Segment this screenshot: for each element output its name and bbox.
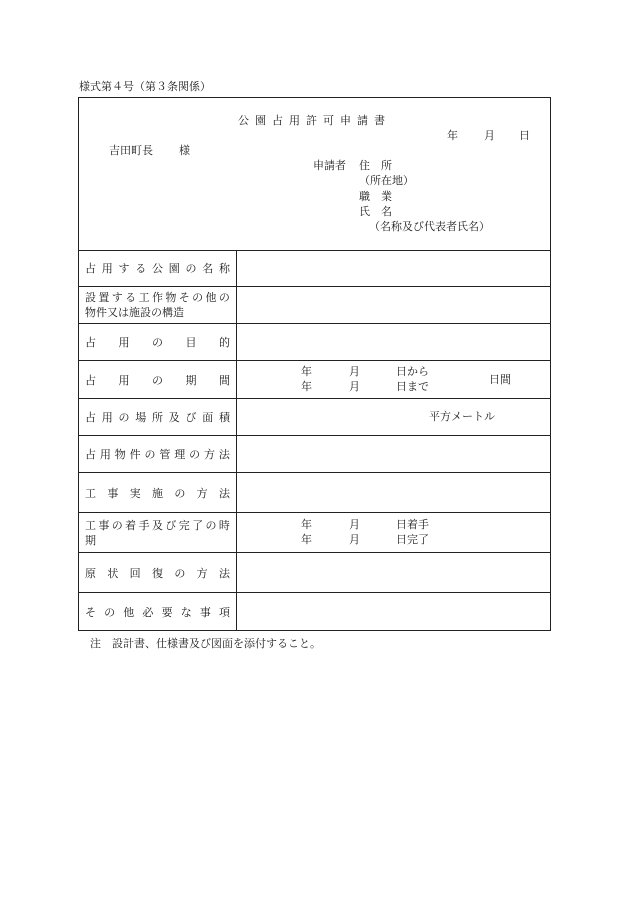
label-char: 園	[168, 262, 180, 275]
row-label-line1	[85, 518, 230, 533]
row-label-cell	[79, 513, 237, 552]
row-label-cell	[79, 361, 237, 398]
label-char: 着	[125, 518, 137, 532]
label-char: な	[180, 605, 192, 619]
label-char: 回	[129, 566, 141, 580]
row-label-cell	[79, 324, 237, 360]
label-char: 状	[107, 566, 119, 580]
row-label	[85, 518, 230, 548]
label-char: 了	[192, 518, 204, 532]
row-structure	[79, 287, 550, 324]
address-sub-label: （所在地）	[359, 174, 414, 187]
label-char: 要	[161, 605, 173, 619]
label-char: 作	[151, 291, 163, 304]
address-label: 住 所	[359, 159, 392, 172]
label-char: び	[165, 518, 177, 532]
label-char: 法	[218, 448, 230, 461]
label-char: 法	[218, 566, 230, 580]
label-char: そ	[178, 291, 190, 304]
label-char: 復	[151, 566, 163, 580]
row-label	[85, 565, 230, 581]
label-char: 方	[204, 448, 215, 461]
label-char: 工	[85, 486, 96, 500]
period-from-month: 月	[349, 365, 360, 378]
row-label-cell	[79, 287, 237, 323]
label-char: の	[174, 486, 186, 500]
label-char: そ	[85, 605, 96, 619]
row-label-line2: 期	[85, 533, 96, 547]
label-char: 所	[152, 411, 163, 424]
label-char: 物	[114, 448, 126, 461]
row-label	[85, 290, 230, 320]
label-char: 占	[85, 411, 96, 424]
label-char: す	[111, 291, 123, 304]
honorific: 様	[179, 144, 190, 157]
label-char: 置	[98, 291, 110, 304]
label-char: 用	[101, 262, 113, 275]
label-char: 占	[85, 262, 96, 275]
label-char: る	[135, 262, 147, 275]
label-char: 件	[129, 448, 141, 461]
row-label-cell	[79, 399, 237, 435]
row-construction-period	[79, 513, 550, 553]
end-day: 日完了	[396, 533, 429, 546]
name-label: 氏 名	[359, 205, 392, 218]
label-char: 法	[218, 486, 230, 500]
label-char: の	[104, 605, 116, 619]
row-label-cell	[79, 473, 237, 512]
label-char: 工	[85, 518, 96, 532]
label-char: 名	[202, 262, 214, 275]
area-unit: 平方メートル	[429, 410, 495, 423]
row-period	[79, 361, 550, 399]
name-sub-label: （名称及び代表者氏名）	[369, 220, 490, 233]
row-purpose	[79, 324, 550, 361]
period-days: 日間	[489, 373, 511, 386]
label-char: 時	[218, 518, 230, 532]
label-char: 占	[85, 448, 96, 461]
label-char: 項	[218, 605, 230, 619]
label-char: 及	[151, 518, 163, 532]
label-char: 的	[219, 336, 230, 349]
label-char: の	[189, 448, 201, 461]
label-char: の	[205, 518, 217, 532]
occupation-label: 職 業	[359, 190, 392, 203]
label-char: 他	[123, 605, 135, 619]
label-char: 占	[85, 336, 96, 349]
row-label-cell	[79, 250, 237, 286]
label-char: 占	[85, 373, 96, 387]
row-label	[85, 409, 230, 425]
row-construction-method	[79, 473, 550, 513]
date-month: 月	[484, 129, 495, 142]
label-char: 管	[159, 448, 171, 461]
date-day: 日	[519, 129, 530, 142]
label-char: 理	[174, 448, 186, 461]
label-char: 事	[199, 605, 211, 619]
row-management	[79, 436, 550, 473]
label-char: 原	[85, 566, 96, 580]
row-label-cell	[79, 593, 237, 630]
label-char: 積	[219, 411, 230, 424]
label-char: す	[118, 262, 130, 275]
label-char: 必	[142, 605, 154, 619]
end-year: 年	[301, 533, 312, 546]
row-park-name	[79, 250, 550, 287]
row-location-area	[79, 399, 550, 436]
label-char: 用	[118, 336, 130, 349]
label-char: 事	[107, 486, 119, 500]
label-char: 及	[168, 411, 180, 424]
form-number: 様式第４号（第３条関係）	[79, 80, 211, 93]
label-char: 施	[151, 486, 163, 500]
applicant-label: 申請者	[313, 159, 346, 172]
period-from-day: 日から	[396, 365, 429, 378]
addressee: 吉田町長	[109, 144, 153, 157]
row-label-line2: 物件又は施設の構造	[85, 306, 184, 319]
date-year: 年	[447, 129, 458, 142]
label-char: の	[185, 262, 197, 275]
end-month: 月	[349, 533, 360, 546]
label-char: 方	[196, 486, 208, 500]
label-char: 設	[85, 291, 96, 304]
row-label	[85, 334, 230, 350]
label-char: 他	[205, 291, 217, 304]
row-other	[79, 593, 550, 630]
row-label	[85, 372, 230, 388]
start-day: 日着手	[396, 518, 429, 531]
label-char: 目	[185, 336, 197, 349]
label-char: 完	[178, 518, 190, 532]
label-char: 実	[129, 486, 141, 500]
form-header	[79, 98, 550, 251]
label-char: 事	[98, 518, 110, 532]
label-char: 用	[99, 448, 111, 461]
label-char: の	[111, 518, 123, 532]
footnote: 注 設計書、仕様書及び図面を添付すること。	[90, 637, 321, 650]
period-to-day: 日まで	[396, 380, 429, 393]
label-char: の	[218, 291, 230, 304]
row-label	[85, 604, 230, 620]
label-char: の	[152, 336, 163, 349]
label-char: 手	[138, 518, 150, 532]
row-label-cell	[79, 436, 237, 472]
label-char: る	[125, 291, 137, 304]
row-label-line1	[85, 290, 230, 305]
label-char: 公	[152, 262, 163, 275]
label-char: び	[185, 411, 197, 424]
period-from-year: 年	[301, 365, 312, 378]
label-char: 用	[101, 411, 113, 424]
label-char: の	[144, 448, 156, 461]
row-label	[85, 485, 230, 501]
application-form	[78, 97, 551, 631]
row-restoration	[79, 553, 550, 593]
label-char: 用	[118, 373, 130, 387]
period-to-month: 月	[349, 380, 360, 393]
start-year: 年	[301, 518, 312, 531]
label-char: の	[152, 373, 163, 387]
label-char: 物	[165, 291, 177, 304]
label-char: 称	[219, 262, 230, 275]
row-label	[85, 260, 230, 276]
label-char: 期	[185, 373, 197, 387]
label-char: 間	[219, 373, 230, 387]
label-char: 場	[135, 411, 147, 424]
label-char: の	[118, 411, 130, 424]
form-title: 公園占用許可申請書	[238, 114, 391, 127]
label-char: の	[174, 566, 186, 580]
row-label	[85, 446, 230, 462]
label-char: 工	[138, 291, 150, 304]
period-to-year: 年	[301, 380, 312, 393]
label-char: 面	[202, 411, 214, 424]
label-char: 方	[196, 566, 208, 580]
row-label-cell	[79, 553, 237, 592]
start-month: 月	[349, 518, 360, 531]
label-char: の	[192, 291, 204, 304]
